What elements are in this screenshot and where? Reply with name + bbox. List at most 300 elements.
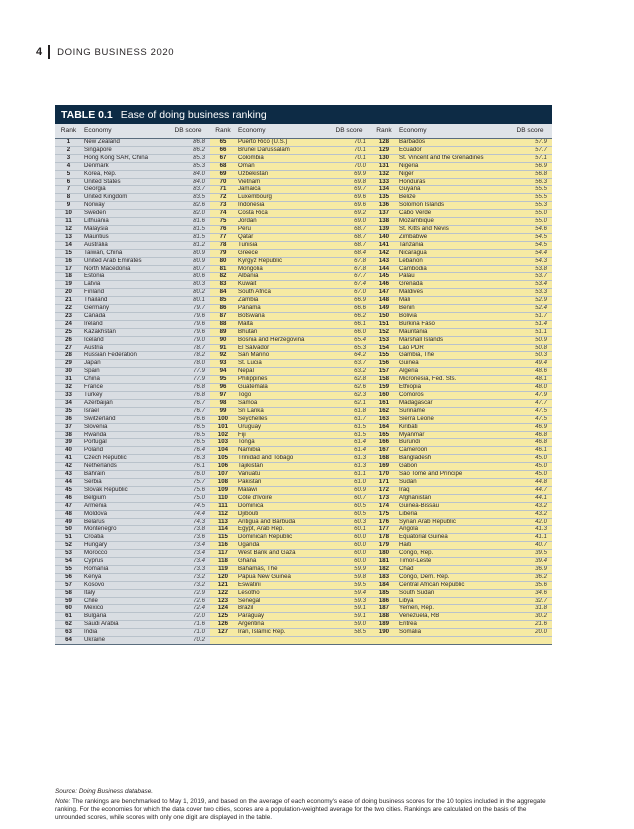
cell-db-score: 21.6 [508,621,552,629]
cell-rank: 30 [55,368,82,376]
cell-db-score: 85.3 [166,162,210,170]
cell-economy: Kuwait [236,281,327,289]
cell-rank: 97 [210,392,236,400]
cell-economy: Ireland [82,320,166,328]
cell-economy: Georgia [82,186,166,194]
cell-db-score: 47.7 [508,399,552,407]
table-row [55,399,552,407]
cell-rank: 64 [55,637,82,645]
cell-economy: Ethiopia [397,384,508,392]
cell-rank: 147 [371,289,397,297]
cell-db-score: 56.3 [508,178,552,186]
cell-rank: 49 [55,518,82,526]
cell-economy: Namibia [236,447,327,455]
cell-rank: 9 [55,202,82,210]
table-row [55,597,552,605]
cell-db-score: 47.5 [508,407,552,415]
cell-db-score: 70.2 [166,637,210,645]
table-row [55,186,552,194]
cell-economy: Yemen, Rep. [397,605,508,613]
cell-rank: 177 [371,526,397,534]
cell-rank: 98 [210,399,236,407]
cell-db-score: 48.6 [508,368,552,376]
table-row [55,478,552,486]
cell-db-score: 66.2 [327,312,371,320]
cell-economy: Honduras [397,178,508,186]
cell-economy: St. Vincent and the Grenadines [397,154,508,162]
cell-db-score: 20.0 [508,629,552,637]
cell-rank: 102 [210,431,236,439]
cell-rank: 149 [371,305,397,313]
cell-economy: Austria [82,344,166,352]
cell-rank: 120 [210,573,236,581]
cell-economy: Jamaica [236,186,327,194]
cell-db-score: 61.0 [327,478,371,486]
cell-rank: 88 [210,320,236,328]
cell-db-score: 76.0 [166,471,210,479]
cell-economy: Zimbabwe [397,233,508,241]
cell-db-score: 60.5 [327,502,371,510]
cell-rank: 174 [371,502,397,510]
table-row [55,210,552,218]
cell-db-score: 67.0 [327,289,371,297]
cell-economy: Burkina Faso [397,320,508,328]
cell-economy: Moldova [82,510,166,518]
cell-economy: Mauritius [82,233,166,241]
cell-db-score: 73.4 [166,542,210,550]
cell-db-score: 81.2 [166,241,210,249]
cell-economy: Nigeria [397,162,508,170]
cell-rank: 79 [210,249,236,257]
cell-rank: 4 [55,162,82,170]
cell-economy: Portugal [82,439,166,447]
cell-rank: 86 [210,305,236,313]
cell-rank: 81 [210,265,236,273]
cell-db-score: 65.3 [327,344,371,352]
cell-economy: Niger [397,170,508,178]
cell-rank: 101 [210,423,236,431]
cell-rank: 111 [210,502,236,510]
cell-rank: 1 [55,139,82,147]
cell-economy: Bahamas, The [236,565,327,573]
cell-rank: 63 [55,629,82,637]
cell-economy: West Bank and Gaza [236,550,327,558]
col-header-db-score: DB score [508,124,552,139]
cell-rank: 46 [55,494,82,502]
cell-rank: 127 [210,629,236,637]
cell-db-score: 74.4 [166,510,210,518]
table-row [55,526,552,534]
cell-db-score: 52.9 [508,297,552,305]
cell-economy: Hungary [82,542,166,550]
cell-db-score: 80.6 [166,273,210,281]
cell-db-score: 73.2 [166,573,210,581]
cell-rank: 189 [371,621,397,629]
cell-rank: 153 [371,336,397,344]
table-row [55,542,552,550]
cell-rank: 6 [55,178,82,186]
cell-economy: Tanzania [397,241,508,249]
cell-economy: Uganda [236,542,327,550]
cell-rank: 8 [55,194,82,202]
cell-rank: 87 [210,312,236,320]
cell-db-score: 36.2 [508,573,552,581]
table-row [55,265,552,273]
cell-rank: 89 [210,328,236,336]
cell-rank: 32 [55,384,82,392]
cell-db-score: 76.5 [166,423,210,431]
cell-db-score: 79.0 [166,336,210,344]
source-label: Source: [55,788,78,795]
cell-db-score [508,637,552,645]
cell-rank: 130 [371,154,397,162]
cell-economy: St. Lucia [236,360,327,368]
cell-economy: Algeria [397,368,508,376]
cell-db-score: 76.6 [166,415,210,423]
table-row [55,218,552,226]
table-row [55,305,552,313]
cell-rank: 123 [210,597,236,605]
cell-rank: 77 [210,233,236,241]
cell-rank: 164 [371,423,397,431]
cell-economy: Sierra Leone [397,415,508,423]
cell-rank: 185 [371,589,397,597]
table-row [55,471,552,479]
cell-rank: 91 [210,344,236,352]
cell-db-score: 62.8 [327,376,371,384]
cell-db-score: 41.1 [508,534,552,542]
cell-economy: Micronesia, Fed. Sts. [397,376,508,384]
table-row [55,486,552,494]
cell-rank: 146 [371,281,397,289]
cell-economy: Gambia, The [397,352,508,360]
cell-rank: 34 [55,399,82,407]
cell-rank: 181 [371,558,397,566]
cell-rank: 182 [371,565,397,573]
cell-db-score: 55.3 [508,202,552,210]
cell-db-score: 60.0 [327,550,371,558]
cell-db-score: 61.3 [327,463,371,471]
cell-db-score: 83.5 [166,194,210,202]
cell-economy: Syrian Arab Republic [397,518,508,526]
cell-db-score: 61.4 [327,439,371,447]
cell-rank: 75 [210,218,236,226]
cell-db-score: 50.8 [508,344,552,352]
cell-rank: 26 [55,336,82,344]
cell-rank: 173 [371,494,397,502]
cell-rank: 188 [371,613,397,621]
cell-db-score: 47.5 [508,415,552,423]
cell-economy: Côte d'Ivoire [236,494,327,502]
cell-rank: 71 [210,186,236,194]
cell-economy: Suriname [397,407,508,415]
cell-db-score: 79.6 [166,312,210,320]
cell-economy: Finland [82,289,166,297]
cell-rank: 163 [371,415,397,423]
cell-rank: 36 [55,415,82,423]
cell-db-score: 82.6 [166,202,210,210]
cell-economy: Mozambique [397,218,508,226]
table-row [55,573,552,581]
cell-economy: Germany [82,305,166,313]
table-row [55,463,552,471]
cell-rank: 180 [371,550,397,558]
cell-db-score: 75.7 [166,478,210,486]
cell-rank: 28 [55,352,82,360]
cell-db-score: 76.7 [166,407,210,415]
cell-economy: Ukraine [82,637,166,645]
cell-db-score: 72.9 [166,589,210,597]
cell-db-score: 73.6 [166,534,210,542]
cell-economy: Iraq [397,486,508,494]
cell-economy: Togo [236,392,327,400]
cell-db-score: 43.2 [508,502,552,510]
source-text: Doing Business database. [78,788,154,795]
cell-rank: 48 [55,510,82,518]
cell-rank: 17 [55,265,82,273]
cell-rank: 90 [210,336,236,344]
table-row [55,589,552,597]
table-row [55,257,552,265]
col-header-db-score: DB score [166,124,210,139]
cell-db-score: 59.9 [327,565,371,573]
cell-db-score: 84.0 [166,178,210,186]
cell-db-score: 60.9 [327,486,371,494]
cell-db-score: 76.7 [166,399,210,407]
cell-db-score: 51.4 [508,320,552,328]
cell-economy: Israel [82,407,166,415]
cell-db-score: 80.3 [166,281,210,289]
cell-economy: Liberia [397,510,508,518]
cell-db-score: 42.0 [508,518,552,526]
cell-rank: 110 [210,494,236,502]
cell-economy: Lesotho [236,589,327,597]
cell-db-score: 76.3 [166,455,210,463]
note-label: Note: [55,798,71,805]
cell-economy: Congo, Rep. [397,550,508,558]
cell-db-score: 79.6 [166,320,210,328]
cell-db-score: 57.7 [508,146,552,154]
cell-rank: 165 [371,431,397,439]
cell-rank: 137 [371,210,397,218]
cell-db-score: 76.8 [166,384,210,392]
cell-db-score: 70.1 [327,146,371,154]
cell-db-score: 69.8 [327,178,371,186]
cell-economy: Luxembourg [236,194,327,202]
col-header-rank: Rank [371,124,397,139]
cell-economy: Vietnam [236,178,327,186]
cell-rank: 129 [371,146,397,154]
cell-db-score: 81.5 [166,233,210,241]
cell-economy: Poland [82,447,166,455]
cell-economy: Eswatini [236,581,327,589]
table-row [55,178,552,186]
cell-rank: 112 [210,510,236,518]
cell-rank: 116 [210,542,236,550]
table-row [55,613,552,621]
source-line [55,788,552,796]
cell-economy: Czech Republic [82,455,166,463]
cell-rank: 134 [371,186,397,194]
cell-rank: 52 [55,542,82,550]
cell-db-score: 67.7 [327,273,371,281]
cell-rank: 167 [371,447,397,455]
table-row [55,502,552,510]
cell-db-score: 30.2 [508,613,552,621]
cell-economy [397,637,508,645]
cell-rank: 15 [55,249,82,257]
cell-economy: Peru [236,225,327,233]
cell-db-score: 56.9 [508,162,552,170]
cell-rank: 176 [371,518,397,526]
table-row [55,439,552,447]
col-header-economy: Economy [236,124,327,139]
cell-db-score: 61.4 [327,447,371,455]
cell-economy: Romania [82,565,166,573]
cell-db-score: 74.5 [166,502,210,510]
cell-economy: Somalia [397,629,508,637]
cell-db-score: 84.0 [166,170,210,178]
cell-economy: Burundi [397,439,508,447]
cell-rank: 78 [210,241,236,249]
cell-economy: Chad [397,565,508,573]
cell-db-score: 78.2 [166,352,210,360]
cell-economy: Montenegro [82,526,166,534]
cell-rank: 83 [210,281,236,289]
cell-db-score: 69.7 [327,186,371,194]
table-row [55,605,552,613]
cell-economy: Korea, Rep. [82,170,166,178]
cell-rank: 138 [371,218,397,226]
cell-rank: 51 [55,534,82,542]
cell-db-score: 78.7 [166,344,210,352]
cell-economy: United States [82,178,166,186]
cell-economy: China [82,376,166,384]
cell-db-score: 78.0 [166,360,210,368]
cell-rank: 47 [55,502,82,510]
cell-db-score: 45.0 [508,463,552,471]
table-row [55,629,552,637]
cell-economy: Bolivia [397,312,508,320]
cell-economy: Switzerland [82,415,166,423]
cell-db-score: 76.4 [166,447,210,455]
table-title-bar [55,105,552,124]
cell-economy: Kyrgyz Republic [236,257,327,265]
cell-rank: 95 [210,376,236,384]
cell-economy: Bosnia and Herzegovina [236,336,327,344]
cell-db-score: 70.0 [327,162,371,170]
cell-db-score: 53.4 [508,281,552,289]
cell-db-score: 43.2 [508,510,552,518]
cell-rank: 133 [371,178,397,186]
cell-rank: 157 [371,368,397,376]
cell-economy: Oman [236,162,327,170]
cell-economy: Malaysia [82,225,166,233]
cell-db-score: 76.5 [166,431,210,439]
cell-economy: Benin [397,305,508,313]
cell-rank: 61 [55,613,82,621]
cell-economy: Zambia [236,297,327,305]
cell-rank: 103 [210,439,236,447]
ranking-table [55,124,552,645]
cell-db-score: 54.5 [508,233,552,241]
cell-db-score: 59.1 [327,613,371,621]
cell-db-score: 73.8 [166,526,210,534]
cell-db-score: 60.3 [327,518,371,526]
cell-db-score: 46.9 [508,423,552,431]
cell-economy: Solomon Islands [397,202,508,210]
cell-rank: 144 [371,265,397,273]
cell-rank: 166 [371,439,397,447]
cell-economy: Taiwan, China [82,249,166,257]
table-row [55,312,552,320]
cell-economy: Vanuatu [236,471,327,479]
cell-rank: 132 [371,170,397,178]
cell-economy: Central African Republic [397,581,508,589]
cell-rank [210,637,236,645]
cell-db-score: 34.6 [508,589,552,597]
cell-rank: 57 [55,581,82,589]
table-row [55,431,552,439]
cell-economy: Armenia [82,502,166,510]
cell-db-score: 76.1 [166,463,210,471]
cell-economy: Ecuador [397,146,508,154]
cell-db-score: 61.5 [327,423,371,431]
cell-rank: 162 [371,407,397,415]
cell-rank: 186 [371,597,397,605]
cell-economy: Mexico [82,605,166,613]
table-row [55,336,552,344]
cell-economy: Iceland [82,336,166,344]
cell-economy: South Africa [236,289,327,297]
cell-rank: 12 [55,225,82,233]
cell-rank: 23 [55,312,82,320]
cell-economy: Dominican Republic [236,534,327,542]
cell-rank: 62 [55,621,82,629]
cell-rank: 128 [371,139,397,147]
table-row [55,494,552,502]
cell-economy: Guinea-Bissau [397,502,508,510]
cell-economy: Cameroon [397,447,508,455]
cell-rank: 65 [210,139,236,147]
cell-economy: Guinea [397,360,508,368]
cell-db-score: 61.8 [327,407,371,415]
cell-rank: 92 [210,352,236,360]
cell-db-score: 54.3 [508,257,552,265]
cell-economy: Thailand [82,297,166,305]
cell-rank: 59 [55,597,82,605]
cell-rank: 184 [371,581,397,589]
cell-db-score: 44.1 [508,494,552,502]
cell-economy: Libya [397,597,508,605]
cell-rank: 14 [55,241,82,249]
cell-rank: 158 [371,376,397,384]
cell-db-score: 44.8 [508,478,552,486]
cell-db-score: 61.7 [327,415,371,423]
cell-db-score: 53.3 [508,289,552,297]
cell-rank: 145 [371,273,397,281]
cell-rank: 84 [210,289,236,297]
cell-db-score: 59.1 [327,605,371,613]
cell-rank: 13 [55,233,82,241]
cell-economy: Cyprus [82,558,166,566]
cell-db-score: 72.0 [166,613,210,621]
cell-economy: Costa Rica [236,210,327,218]
cell-economy: Canada [82,312,166,320]
cell-economy: São Tomé and Príncipe [397,471,508,479]
cell-db-score: 41.3 [508,526,552,534]
cell-db-score: 57.9 [508,139,552,147]
